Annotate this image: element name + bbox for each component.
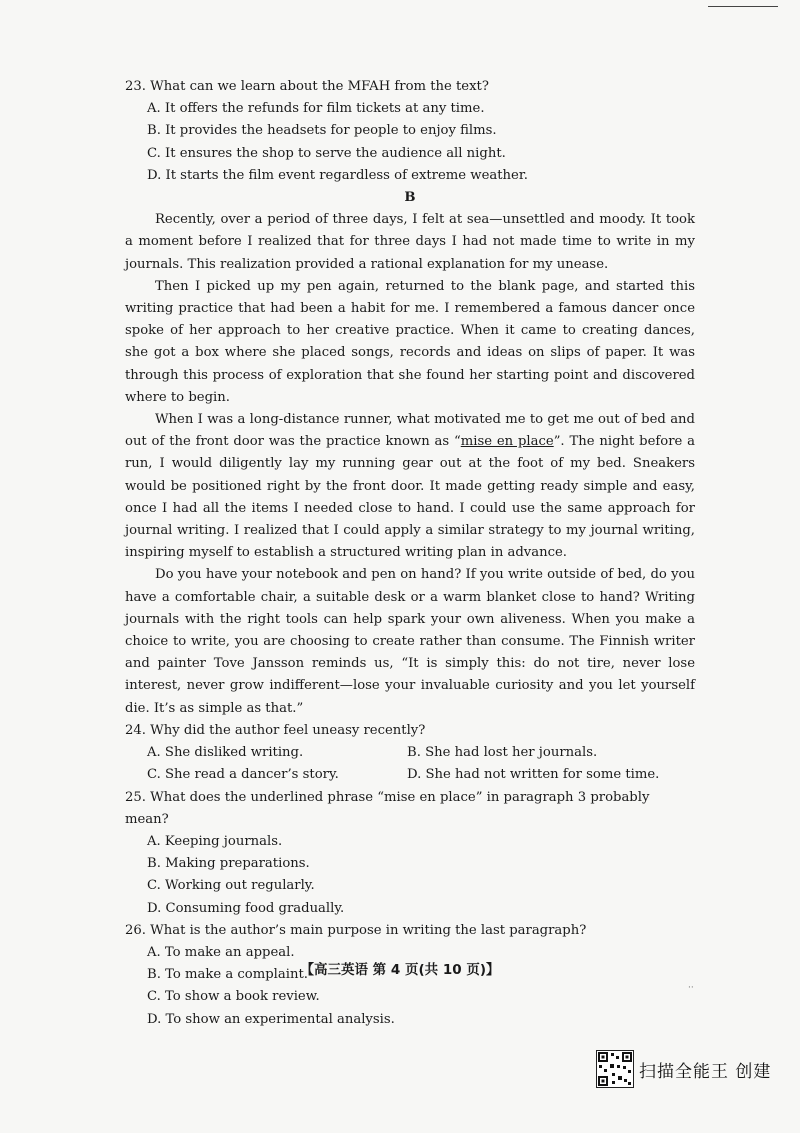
q25-option-a: A. Keeping journals. — [147, 833, 283, 849]
passage-paragraph-4: Do you have your notebook and pen on hand? If you write outside of bed, do you have a comfortable chair, a suitable desk or a warm blanket close to hand? Writing journals with the right tools can help spark your own aliveness. When you make a choice to write, you are choosing to create rather than consume. The Finnish writer and painter Tove Jansson reminds us, “It is simply this: do not tire, never lose interest, never grow indifferent—lose your invaluable curiosity and you let yourself die. It’s as simple as that.” — [125, 567, 695, 716]
q23-option-c: C. It ensures the shop to serve the audience all night. — [147, 145, 506, 161]
q24-option-a: A. She disliked writing. — [147, 745, 304, 761]
q26-option-d: D. To show an experimental analysis. — [147, 1011, 395, 1027]
passage-paragraph-1: Recently, over a period of three days, I felt at sea—unsettled and moody. It took a moment before I realized that for three days I had not made time to write in my journals. This realization provided a rational explanation for my unease. — [125, 212, 695, 272]
q24-option-c: C. She read a dancer’s story. — [147, 767, 339, 783]
q24-option-b: B. She had lost her journals. — [407, 745, 598, 761]
q25-option-d: D. Consuming food gradually. — [147, 900, 345, 916]
q26-option-a: A. To make an appeal. — [147, 944, 295, 960]
passage-paragraph-2: Then I picked up my pen again, returned to the blank page, and started this writing practice that had been a habit for me. I remembered a famous dancer once spoke of her approach to her creative practice. When it came to creating dances, she got a box where she placed songs, records and ideas on slips of paper. It was through this process of exploration that she found her starting point and discovered where to begin. — [125, 278, 695, 405]
p3-after: ”. The night before a run, I would diligently lay my running gear out at the foot of my bed. Sneakers would be positioned right by the front door. It made getting ready simple and easy, once I had all the items I needed close to hand. I could use the same approach for journal writing. I realized that I could apply a similar strategy to my journal writing, inspiring myself to establish a structured writing plan in advance. — [125, 434, 695, 561]
passage-paragraph-3 — [125, 409, 695, 564]
footer-mark: ·· — [688, 983, 694, 993]
q26-question: 26. What is the author’s main purpose in writing the last paragraph? — [125, 922, 587, 938]
q26-option-b: B. To make a complaint. — [147, 967, 308, 983]
top-rule — [708, 6, 778, 7]
scanner-brand-label: 扫描全能王 创建 — [639, 1062, 772, 1082]
section-b-title: B — [404, 190, 416, 206]
q26-option-c: C. To show a book review. — [147, 989, 320, 1005]
q25-option-c: C. Working out regularly. — [147, 878, 315, 894]
p3-before: When I was a long-distance runner, what motivated me to get me out of bed and out of the front door was the practice known as “ — [125, 412, 695, 450]
page-footer: 【高三英语 第 4 页(共 10 页)】 — [300, 962, 500, 978]
q24-options — [147, 742, 695, 786]
q24-question: 24. Why did the author feel uneasy recently? — [125, 722, 426, 738]
q23-question: 23. What can we learn about the MFAH from the text? — [125, 79, 489, 94]
q25-option-b: B. Making preparations. — [147, 856, 310, 872]
q23-option-d: D. It starts the film event regardless of extreme weather. — [147, 167, 528, 183]
q23-option-a: A. It offers the refunds for film tickets at any time. — [147, 101, 485, 117]
underlined-phrase: mise en place — [460, 434, 554, 450]
q25-question: 25. What does the underlined phrase “mise en place” in paragraph 3 probably mean? — [125, 789, 650, 827]
qr-code-icon — [596, 1050, 634, 1088]
q24-option-d: D. She had not written for some time. — [407, 767, 660, 783]
q23-option-b: B. It provides the headsets for people to enjoy films. — [147, 123, 497, 139]
content — [125, 76, 695, 1031]
